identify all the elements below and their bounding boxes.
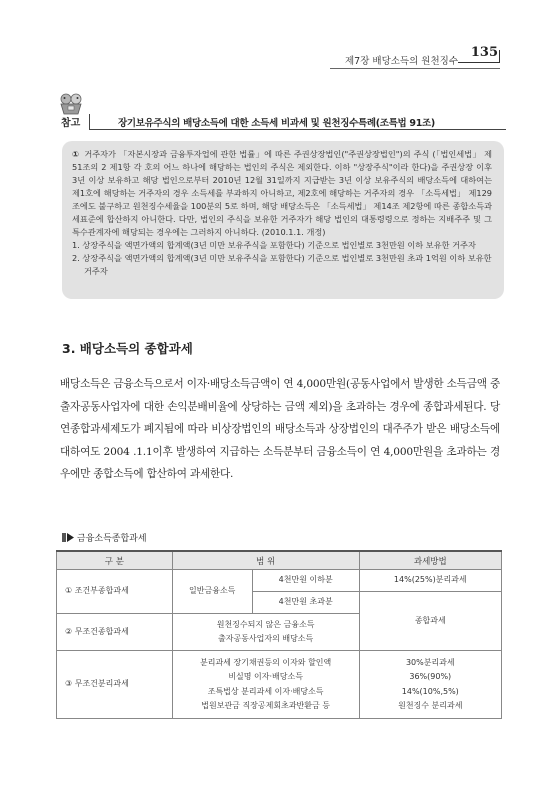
- row3-method-line: 36%(90%): [409, 672, 452, 681]
- header-method: 과세방법: [359, 551, 501, 570]
- page-number: 135: [470, 45, 498, 60]
- row2-scope-line: 원천징수되지 않은 금융소득: [216, 619, 315, 629]
- section-body: 배당소득은 금융소득으로서 이자·배당소득금액이 연 4,000만원(공동사업에서 발생한 소득금액 중 출자공동사업자에 대한 손익분배비율에 상당하는 금액 제외)을 초과하는 경우에 종합과세된다. 당연종합과세제도가 폐지됨에 따라 비상장법인의 배당소득과 상장법인의 대주주가 받은 배당소득에 대하여도 2004 .1.1이후 발생하여 지급하는 소득분부터 금융소득이 연 4,000만원을 초과하는 경우에만 종합소득에 합산하여 과세한다.: [60, 378, 500, 480]
- note-item-1: 1. 상장주식을 액면가액의 합계액(3년 미만 보유주식을 포함한다) 기준으로 법인별로 3천만원 이하 보유한 거주자: [72, 240, 476, 250]
- arrow-marker-icon: [62, 533, 74, 542]
- row2-scope: [172, 614, 359, 651]
- note-text: 거주자가 「자본시장과 금융투자업에 관한 법률」에 따른 주권상장법인("주권상장법인")의 주식 (「법인세법」 제51조의 2 제1항 각 호의 어느 하나에 해당하는 법인의 주식은 제외한다. 이하 "상장주식"이라 한다)을 주권상장 이후 3년 이상 보유하고 해당 법인으로부터 2010년 12월 31일까지 지급받는 3년 이상 보유주식의 배당소득에 대하여는 제1호에 해당하는 거주자의 경우 소득세를 부과하지 아니하고, 제2호에 해당하는 거주자의 경우 「소득세법」 제129조에도 불구하고 원천징수세율을 100분의 5로 하며, 해당 배당소득은 「소득세법」 제14조 제2항에 따른 종합소득과세표준에 합산하지 아니한다. 다만, 법인의 주식을 보유한 거주자가 해당 법인의 대통령령으로 정하는 지배주주 및 그 특수관계자에 해당되는 경우에는 그러하지 아니하다. (2010.1.1. 개정): [72, 149, 492, 237]
- page-header: [0, 0, 550, 72]
- row3-method: [359, 651, 501, 719]
- row3-scope-line: 비실명 이자·배당소득: [228, 672, 303, 681]
- table-caption-text: 금융소득종합과세: [77, 534, 147, 544]
- note-box: [62, 141, 504, 299]
- row3-scope-line: 법원보관금 직장공제회초과반환금 등: [201, 701, 330, 710]
- reference-rule: [89, 129, 506, 130]
- financial-income-table: [56, 550, 502, 719]
- table-header-row: [57, 551, 502, 570]
- row1-method2: 종합과세: [359, 592, 501, 651]
- table-caption: [62, 531, 147, 544]
- row1-category: ① 조건부종합과세: [57, 570, 173, 614]
- header-rule-tick: [499, 50, 500, 63]
- table-row: [57, 570, 502, 592]
- section-heading: 3. 배당소득의 종합과세: [62, 341, 193, 356]
- row3-scope-line: 분리과세 장기채권등의 이자와 할인액: [199, 657, 332, 667]
- reference-label: 참고: [61, 118, 81, 129]
- header-category: 구 분: [57, 551, 173, 570]
- note-paragraph: [72, 148, 492, 239]
- row1-method1: 14%(25%)분리과세: [359, 570, 501, 592]
- chapter-title: 제7장 배당소득의 원천징수: [344, 56, 458, 67]
- note-marker: ①: [72, 149, 80, 159]
- row3-method-line: 14%(10%,5%): [401, 686, 459, 696]
- row1-scope: 일반금융소득: [172, 570, 252, 614]
- header-rule: [458, 62, 500, 63]
- note-item-2: 2. 상장주식을 액면가액의 합계액(3년 미만 보유주식을 포함한다) 기준으로 법인별로 3천만원 초과 1억원 이하 보유한 거주자: [72, 253, 492, 276]
- reference-title: 장기보유주식의 배당소득에 대한 소득세 비과세 및 원천징수특례(조특법 91조): [118, 118, 435, 129]
- reference-rule-start: [89, 114, 90, 130]
- row3-method-line: 30%분리과세: [405, 657, 455, 667]
- row2-scope-line: 출자공동사업자의 배당소득: [217, 634, 314, 643]
- row1-sub2: 4천만원 초과분: [252, 592, 359, 614]
- reference-header: [56, 92, 506, 132]
- row2-category: ② 무조건종합과세: [57, 614, 173, 651]
- row1-sub1: 4천만원 이하분: [252, 570, 359, 592]
- row3-method-line: 원천징수 분리과세: [398, 701, 463, 710]
- table-row: [57, 651, 502, 719]
- reference-figure-icon: [56, 92, 86, 116]
- header-underline: [330, 68, 500, 69]
- header-scope: 범 위: [172, 551, 359, 570]
- row3-scope: [172, 651, 359, 719]
- row3-scope-line: 조특법상 분리과세 이자·배당소득: [207, 686, 324, 696]
- row3-category: ③ 무조건분리과세: [57, 651, 173, 719]
